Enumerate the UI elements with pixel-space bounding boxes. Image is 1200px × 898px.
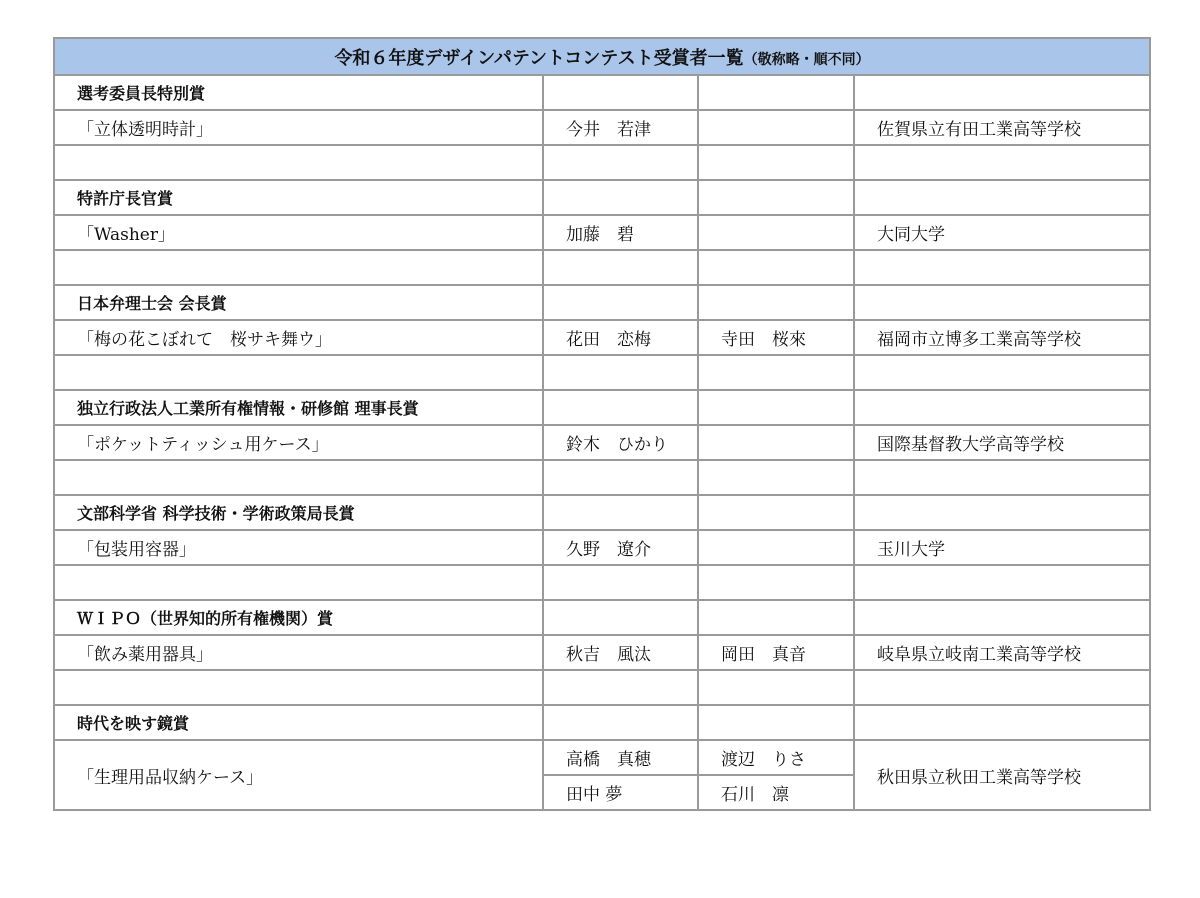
empty-cell: [854, 460, 1150, 495]
award-category: 日本弁理士会 会長賞: [54, 285, 543, 320]
empty-cell: [543, 75, 698, 110]
table-title: [54, 38, 1150, 75]
winner-school: 佐賀県立有田工業高等学校: [854, 110, 1150, 145]
empty-cell: [543, 355, 698, 390]
empty-cell: [54, 670, 543, 705]
empty-cell: [543, 180, 698, 215]
work-title: 「梅の花こぼれて 桜サキ舞ウ」: [54, 320, 543, 355]
empty-cell: [854, 145, 1150, 180]
winner-name-1: 鈴木 ひかり: [543, 425, 698, 460]
empty-cell: [543, 495, 698, 530]
spacer-row: [54, 460, 1150, 495]
winner-row: [54, 110, 1150, 145]
empty-cell: [854, 355, 1150, 390]
empty-cell: [543, 600, 698, 635]
work-title: 「Washer」: [54, 215, 543, 250]
empty-cell: [543, 145, 698, 180]
empty-cell: [854, 390, 1150, 425]
winner-row: [54, 320, 1150, 355]
winner-school: 福岡市立博多工業高等学校: [854, 320, 1150, 355]
work-title: 「ポケットティッシュ用ケース」: [54, 425, 543, 460]
award-category: 選考委員長特別賞: [54, 75, 543, 110]
category-row: [54, 285, 1150, 320]
empty-cell: [854, 495, 1150, 530]
award-table-body: [54, 38, 1150, 810]
award-category: 文部科学省 科学技術・学術政策局長賞: [54, 495, 543, 530]
empty-cell: [854, 565, 1150, 600]
winner-school: 国際基督教大学高等学校: [854, 425, 1150, 460]
empty-cell: [543, 390, 698, 425]
winner-school: 大同大学: [854, 215, 1150, 250]
empty-cell: [854, 600, 1150, 635]
spacer-row: [54, 565, 1150, 600]
winner-name-4: 石川 凛: [698, 775, 854, 810]
empty-cell: [854, 250, 1150, 285]
winner-name-1: 高橋 真穂: [543, 740, 698, 775]
winner-row: [54, 635, 1150, 670]
winner-row: [54, 530, 1150, 565]
award-category: 時代を映す鏡賞: [54, 705, 543, 740]
empty-cell: [54, 565, 543, 600]
winner-name-3: 田中 夢: [543, 775, 698, 810]
work-title: 「飲み薬用器具」: [54, 635, 543, 670]
empty-cell: [698, 145, 854, 180]
category-row: [54, 705, 1150, 740]
empty-cell: [698, 250, 854, 285]
empty-cell: [543, 460, 698, 495]
empty-cell: [54, 250, 543, 285]
winner-name-2: [698, 425, 854, 460]
winner-name-2: 岡田 真音: [698, 635, 854, 670]
winner-row: [54, 740, 1150, 775]
winner-name-1: 今井 若津: [543, 110, 698, 145]
work-title: 「立体透明時計」: [54, 110, 543, 145]
spacer-row: [54, 670, 1150, 705]
empty-cell: [854, 705, 1150, 740]
empty-cell: [543, 705, 698, 740]
winner-name-1: 秋吉 風汰: [543, 635, 698, 670]
empty-cell: [698, 600, 854, 635]
winner-name-1: 花田 恋梅: [543, 320, 698, 355]
empty-cell: [54, 145, 543, 180]
empty-cell: [854, 670, 1150, 705]
award-category: 特許庁長官賞: [54, 180, 543, 215]
empty-cell: [854, 75, 1150, 110]
empty-cell: [698, 390, 854, 425]
empty-cell: [543, 285, 698, 320]
winner-row: [54, 425, 1150, 460]
empty-cell: [698, 565, 854, 600]
empty-cell: [698, 460, 854, 495]
award-category: ＷＩＰＯ（世界知的所有権機関）賞: [54, 600, 543, 635]
empty-cell: [54, 355, 543, 390]
category-row: [54, 390, 1150, 425]
award-table: [53, 37, 1151, 811]
empty-cell: [54, 460, 543, 495]
winner-school: 玉川大学: [854, 530, 1150, 565]
winner-school: 岐阜県立岐南工業高等学校: [854, 635, 1150, 670]
winner-name-1: 久野 遼介: [543, 530, 698, 565]
category-row: [54, 75, 1150, 110]
empty-cell: [543, 565, 698, 600]
empty-cell: [698, 75, 854, 110]
winner-name-2: [698, 530, 854, 565]
empty-cell: [543, 250, 698, 285]
category-row: [54, 180, 1150, 215]
empty-cell: [698, 495, 854, 530]
title-row: [54, 38, 1150, 75]
empty-cell: [854, 285, 1150, 320]
empty-cell: [698, 285, 854, 320]
work-title: 「生理用品収納ケース」: [54, 740, 543, 810]
spacer-row: [54, 250, 1150, 285]
empty-cell: [698, 180, 854, 215]
empty-cell: [698, 355, 854, 390]
spacer-row: [54, 355, 1150, 390]
winner-school: 秋田県立秋田工業高等学校: [854, 740, 1150, 810]
work-title: 「包装用容器」: [54, 530, 543, 565]
category-row: [54, 600, 1150, 635]
empty-cell: [543, 670, 698, 705]
award-category: 独立行政法人工業所有権情報・研修館 理事長賞: [54, 390, 543, 425]
category-row: [54, 495, 1150, 530]
empty-cell: [698, 705, 854, 740]
winner-name-2: [698, 110, 854, 145]
spacer-row: [54, 145, 1150, 180]
winner-row: [54, 215, 1150, 250]
winner-name-2: 渡辺 りさ: [698, 740, 854, 775]
empty-cell: [854, 180, 1150, 215]
winner-name-2: 寺田 桜來: [698, 320, 854, 355]
winner-name-2: [698, 215, 854, 250]
empty-cell: [698, 670, 854, 705]
title-note: （敬称略・順不同）: [743, 51, 870, 68]
winner-name-1: 加藤 碧: [543, 215, 698, 250]
title-text: 令和６年度デザインパテントコンテスト受賞者一覧: [334, 47, 744, 69]
